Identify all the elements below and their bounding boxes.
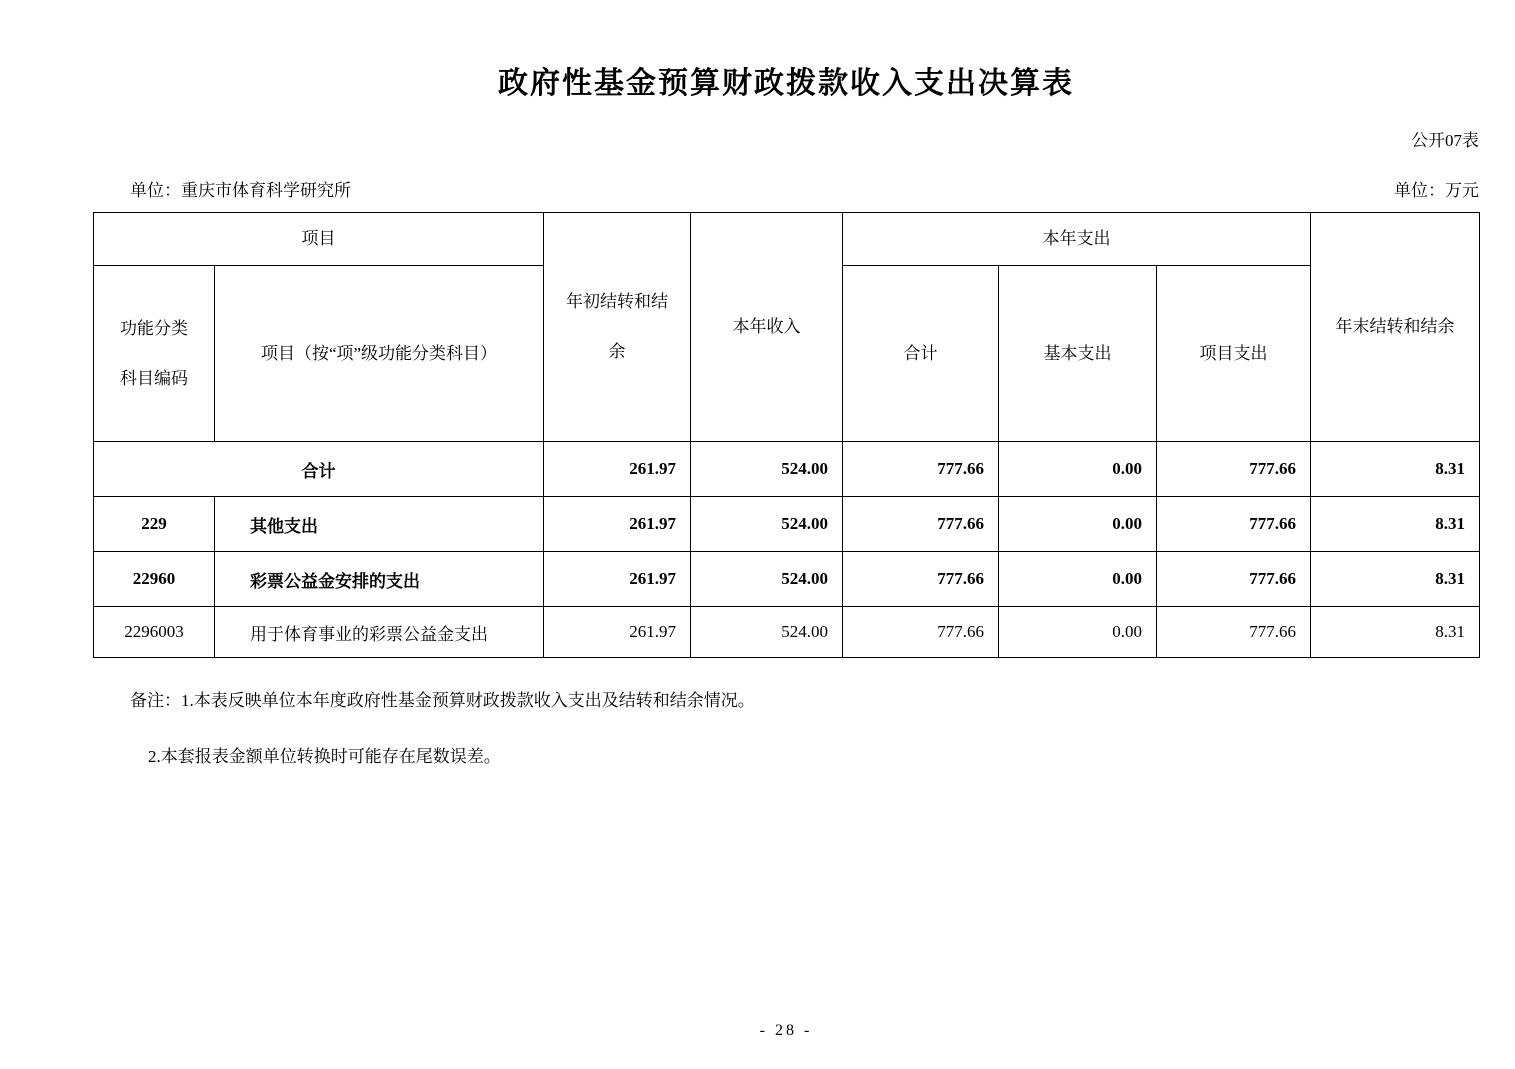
- cell-closing-balance: 8.31: [1311, 497, 1480, 552]
- cell-opening-balance: 261.97: [544, 552, 691, 607]
- header-exp-total: 合计: [843, 266, 999, 442]
- cell-opening-balance: 261.97: [544, 442, 691, 497]
- cell-func-code: 229: [94, 497, 215, 552]
- cell-exp-basic: 0.00: [999, 607, 1157, 658]
- cell-func-code: 2296003: [94, 607, 215, 658]
- header-current-expenditure: 本年支出: [843, 213, 1311, 266]
- currency-unit-label: 单位：万元: [1394, 181, 1479, 200]
- header-current-income: 本年收入: [691, 213, 843, 442]
- cell-item-name: 用于体育事业的彩票公益金支出: [215, 607, 544, 658]
- header-closing-balance: 年末结转和结余: [1311, 213, 1480, 442]
- cell-exp-total: 777.66: [843, 607, 999, 658]
- cell-opening-balance: 261.97: [544, 497, 691, 552]
- table-row-grand-total: [94, 442, 1480, 497]
- cell-opening-balance: 261.97: [544, 607, 691, 658]
- cell-current-income: 524.00: [691, 607, 843, 658]
- cell-exp-total: 777.66: [843, 497, 999, 552]
- cell-exp-total: 777.66: [843, 442, 999, 497]
- table-row-2296003: [94, 607, 1480, 658]
- cell-exp-project: 777.66: [1157, 607, 1311, 658]
- cell-exp-project: 777.66: [1157, 442, 1311, 497]
- cell-exp-project: 777.66: [1157, 497, 1311, 552]
- header-exp-project: 项目支出: [1157, 266, 1311, 442]
- reporting-unit-label: 单位：重庆市体育科学研究所: [130, 181, 351, 200]
- header-func-code: 功能分类科目编码: [94, 266, 215, 442]
- cell-exp-basic: 0.00: [999, 552, 1157, 607]
- cell-current-income: 524.00: [691, 442, 843, 497]
- footnote-line-1: 备注：1.本表反映单位本年度政府性基金预算财政拨款收入支出及结转和结余情况。: [130, 691, 755, 710]
- cell-exp-total: 777.66: [843, 552, 999, 607]
- table-row-229: [94, 497, 1480, 552]
- cell-exp-basic: 0.00: [999, 497, 1157, 552]
- header-row-group: [94, 213, 1480, 266]
- table-row-22960: [94, 552, 1480, 607]
- cell-closing-balance: 8.31: [1311, 607, 1480, 658]
- budget-table: [93, 212, 1480, 658]
- cell-exp-project: 777.66: [1157, 552, 1311, 607]
- cell-closing-balance: 8.31: [1311, 442, 1480, 497]
- header-item: 项目（按“项”级功能分类科目）: [215, 266, 544, 442]
- cell-row-label: 合计: [94, 442, 544, 497]
- footnote-line-2: 2.本套报表金额单位转换时可能存在尾数误差。: [148, 747, 501, 766]
- page-number: - 28 -: [759, 1022, 813, 1039]
- cell-current-income: 524.00: [691, 552, 843, 607]
- cell-closing-balance: 8.31: [1311, 552, 1480, 607]
- footnotes: [93, 691, 1479, 767]
- cell-item-name: 其他支出: [215, 497, 544, 552]
- header-project: 项目: [94, 213, 544, 266]
- page-title: 政府性基金预算财政拨款收入支出决算表: [498, 67, 1074, 100]
- table-code-label: 公开07表: [1411, 131, 1479, 150]
- cell-item-name: 彩票公益金安排的支出: [215, 552, 544, 607]
- document-content: [93, 0, 1479, 767]
- cell-exp-basic: 0.00: [999, 442, 1157, 497]
- cell-current-income: 524.00: [691, 497, 843, 552]
- cell-func-code: 22960: [94, 552, 215, 607]
- table-meta-row: [93, 176, 1479, 201]
- header-opening-balance: 年初结转和结余: [544, 213, 691, 442]
- header-exp-basic: 基本支出: [999, 266, 1157, 442]
